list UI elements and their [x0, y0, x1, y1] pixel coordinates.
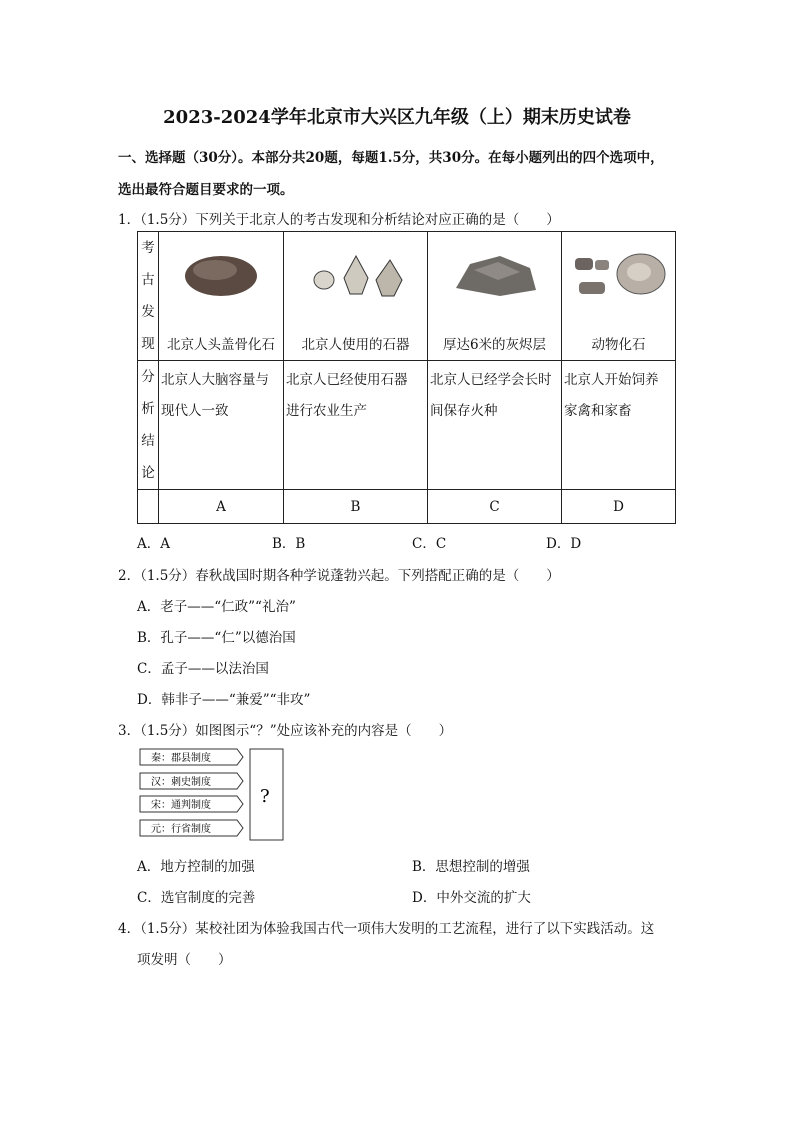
header-char: 发	[141, 304, 155, 320]
header-char: 分	[141, 369, 155, 385]
q1-option-b[interactable]: B．B	[272, 536, 306, 552]
section-heading-line1: 一、选择题（30分）。本部分共20题，每题1.5分，共30分。在每小题列出的四个选项中，	[118, 150, 664, 166]
q2-option-b[interactable]: B．孔子——“仁”以德治国	[137, 630, 296, 646]
header-char: 析	[141, 401, 155, 417]
arrow-box-qin	[140, 749, 243, 765]
find-cell-ash-layer	[428, 232, 562, 361]
q2-option-a[interactable]: A．老子——“仁政”“礼治”	[137, 599, 296, 615]
section-heading-line2: 选出最符合题目要求的一项。	[118, 182, 294, 198]
column-letter: C	[428, 490, 562, 524]
page-title: 2023-2024学年北京市大兴区九年级（上）期末历史试卷	[163, 107, 631, 128]
q1-stem: 1．（1.5分）下列关于北京人的考古发现和分析结论对应正确的是（ ）	[118, 212, 560, 228]
q2-option-c[interactable]: C．孟子——以法治国	[137, 661, 269, 677]
conclusion-cell-a	[159, 361, 284, 490]
find-label: 动物化石	[591, 337, 646, 353]
q2-stem: 2．（1.5分）春秋战国时期各种学说蓬勃兴起。下列搭配正确的是（ ）	[118, 568, 560, 584]
q1-row-finds	[138, 232, 676, 361]
find-cell-stone-tools	[284, 232, 428, 361]
conclusion-text: 现代人一致	[161, 403, 229, 419]
conclusion-cell-b	[284, 361, 428, 490]
q1-row-conclusions	[138, 361, 676, 490]
skull-fossil-image	[181, 250, 261, 300]
q4-stem-line2: 项发明（ ）	[137, 952, 232, 968]
conclusion-text: 北京人大脑容量与	[161, 372, 269, 388]
q1-table	[137, 231, 676, 524]
question-mark: ?	[260, 786, 270, 807]
column-letter: B	[284, 490, 428, 524]
stone-tools-image	[306, 250, 406, 300]
header-char: 考	[141, 240, 155, 256]
arrow-box-yuan	[140, 820, 243, 836]
q3-option-b[interactable]: B．思想控制的增强	[412, 859, 530, 875]
find-label: 北京人使用的石器	[301, 337, 410, 353]
q1-option-a[interactable]: A．A	[137, 536, 170, 552]
header-char: 论	[141, 465, 155, 481]
conclusion-text: 北京人已经学会长时	[430, 372, 552, 388]
q3-option-a[interactable]: A．地方控制的加强	[137, 859, 255, 875]
header-char: 结	[141, 433, 155, 449]
arrow-label: 汉：刺史制度	[151, 777, 211, 788]
ash-layer-image	[450, 250, 540, 300]
conclusion-text: 进行农业生产	[286, 403, 367, 419]
q1-option-c[interactable]: C．C	[412, 536, 447, 552]
q1-row1-header	[138, 232, 159, 361]
column-letter: D	[562, 490, 676, 524]
animal-fossils-image	[569, 250, 669, 306]
q3-stem: 3．（1.5分）如图图示“？”处应该补充的内容是（ ）	[118, 723, 453, 739]
find-label: 北京人头盖骨化石	[167, 337, 275, 353]
conclusion-text: 北京人已经使用石器	[286, 372, 408, 388]
conclusion-text: 间保存火种	[430, 403, 498, 419]
conclusion-text: 北京人开始饲养	[564, 372, 659, 388]
empty-cell	[138, 490, 159, 524]
q2-option-d[interactable]: D．韩非子——“兼爱”“非攻”	[137, 692, 311, 708]
find-cell-skull	[159, 232, 284, 361]
arrow-label: 元：行省制度	[151, 824, 211, 835]
arrow-box-han	[140, 773, 243, 789]
conclusion-text: 家禽和家畜	[564, 403, 632, 419]
find-cell-animal-fossils	[562, 232, 676, 361]
q1-row-letters	[138, 490, 676, 524]
header-char: 古	[141, 272, 155, 288]
conclusion-cell-c	[428, 361, 562, 490]
q1-option-d[interactable]: D．D	[546, 536, 582, 552]
arrow-label: 宋：通判制度	[151, 800, 211, 811]
arrow-label: 秦：郡县制度	[151, 753, 211, 764]
q3-option-d[interactable]: D．中外交流的扩大	[412, 890, 531, 906]
find-label: 厚达6米的灰烬层	[442, 337, 547, 353]
q3-diagram	[139, 748, 289, 842]
header-char: 现	[141, 336, 155, 352]
column-letter: A	[159, 490, 284, 524]
q3-option-c[interactable]: C．选官制度的完善	[137, 890, 256, 906]
q1-row2-header	[138, 361, 159, 490]
arrow-box-song	[140, 796, 243, 812]
q4-stem-line1: 4．（1.5分）某校社团为体验我国古代一项伟大发明的工艺流程，进行了以下实践活动。这	[118, 921, 655, 937]
conclusion-cell-d	[562, 361, 676, 490]
